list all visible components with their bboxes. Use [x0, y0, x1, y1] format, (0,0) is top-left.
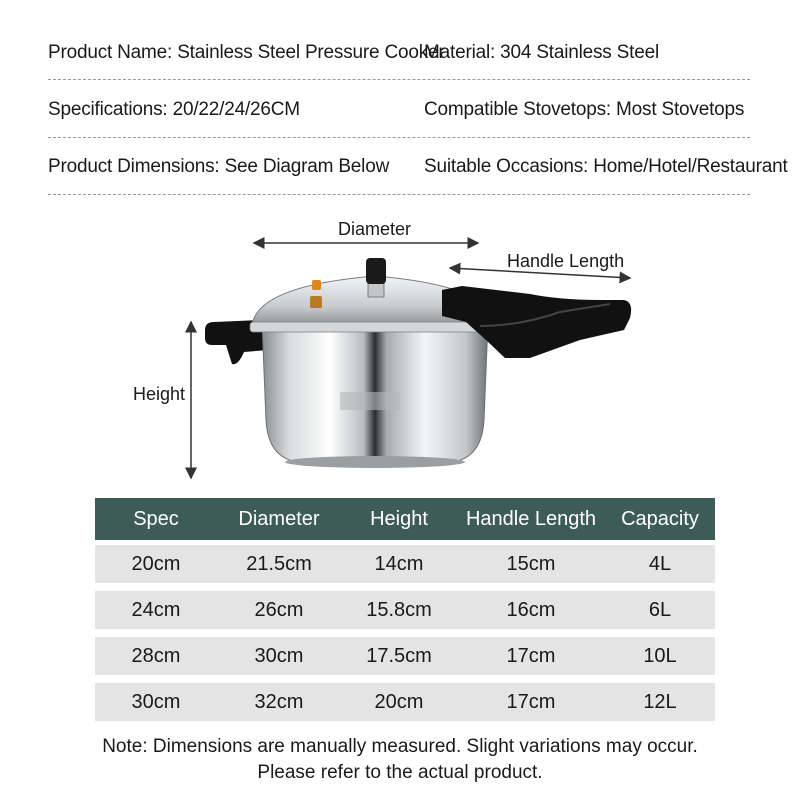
table-cell: 28cm [131, 644, 181, 667]
info-row-2 [48, 99, 752, 139]
table-row [95, 545, 715, 583]
specifications-text: Specifications: 20/22/24/26CM [48, 99, 300, 120]
diameter-label: Diameter [338, 219, 412, 239]
material-text: Material: 304 Stainless Steel [424, 42, 659, 63]
table-cell: 15cm [506, 552, 556, 575]
table-cell: 20cm [131, 552, 181, 575]
valve-base [368, 283, 384, 297]
table-cell: 30cm [254, 644, 304, 667]
table-cell: 17cm [506, 644, 556, 667]
table-cell: 4L [648, 552, 672, 575]
table-cell: 20cm [374, 690, 424, 713]
table-cell: 21.5cm [246, 552, 312, 575]
handle-length-label: Handle Length [507, 251, 625, 271]
safety-indicator [312, 280, 321, 290]
dimensions-text: Product Dimensions: See Diagram Below [48, 156, 390, 177]
occasions-text: Suitable Occasions: Home/Hotel/Restaurant [424, 156, 788, 177]
header-cell: Handle Length [465, 507, 597, 530]
table-cell: 14cm [374, 552, 424, 575]
dashed-divider [48, 79, 750, 80]
info-row-3 [48, 156, 788, 196]
pressure-valve [366, 258, 386, 284]
table-cell: 10L [643, 644, 677, 667]
dashed-divider [48, 194, 750, 195]
safety-indicator [310, 296, 322, 308]
pot-label-plate [340, 392, 400, 410]
header-cell: Height [370, 507, 428, 530]
table-row [95, 637, 715, 675]
header-cell: Capacity [621, 507, 699, 530]
pot-base [285, 456, 465, 468]
table-cell: 6L [648, 598, 672, 621]
note-line-1: Note: Dimensions are manually measured. Slight variations may occur. [102, 736, 698, 757]
table-cell: 16cm [506, 598, 556, 621]
header-cell: Spec [133, 507, 179, 530]
table-cell: 24cm [131, 598, 181, 621]
table-row [95, 683, 715, 721]
table-header-row [95, 498, 715, 540]
table-cell: 17cm [506, 690, 556, 713]
height-label: Height [133, 384, 186, 404]
table-cell: 32cm [254, 690, 304, 713]
header-cell: Diameter [238, 507, 320, 530]
product-name-text: Product Name: Stainless Steel Pressure Cooker [48, 42, 445, 63]
table-cell: 26cm [254, 598, 304, 621]
table-cell: 12L [643, 690, 677, 713]
table-row [95, 591, 715, 629]
lid-rim [250, 322, 500, 332]
note-line-2: Please refer to the actual product. [257, 762, 543, 783]
info-row-1 [48, 42, 752, 82]
table-cell: 30cm [131, 690, 181, 713]
stovetops-text: Compatible Stovetops: Most Stovetops [424, 99, 745, 120]
dashed-divider [48, 137, 750, 138]
table-cell: 17.5cm [366, 644, 432, 667]
pressure-cooker-diagram [0, 200, 800, 490]
table-cell: 15.8cm [366, 598, 432, 621]
